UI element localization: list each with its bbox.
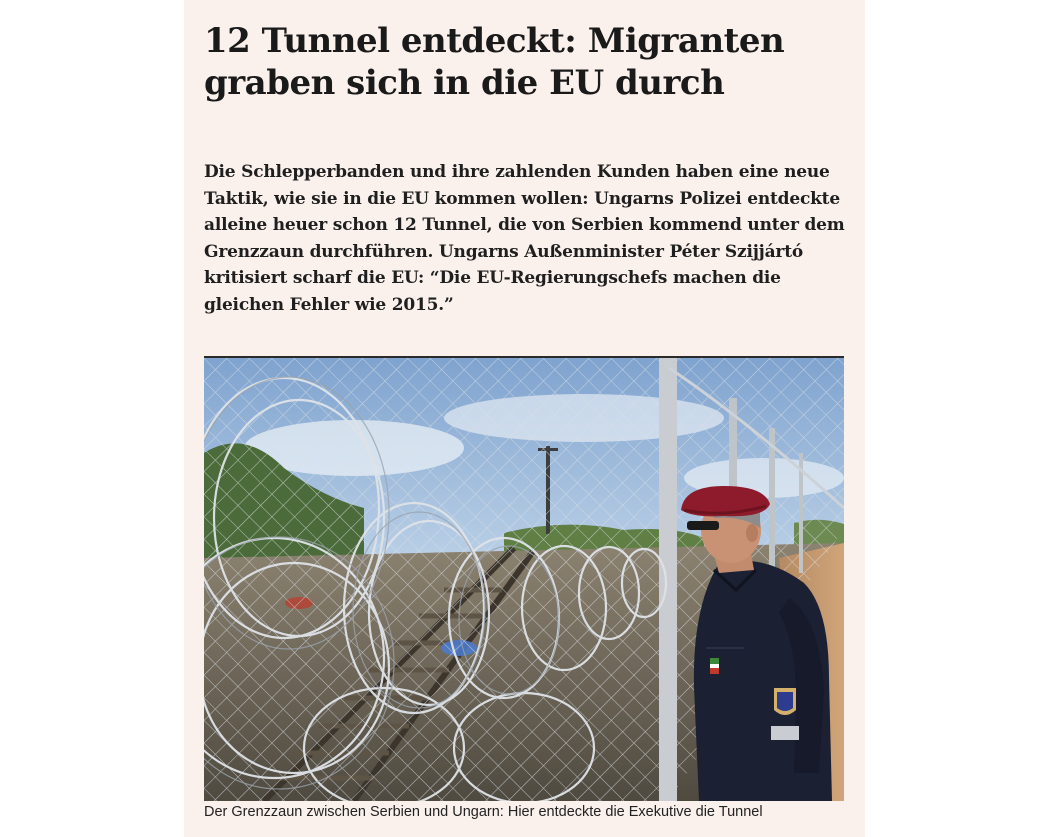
article-lead: Die Schlepperbanden und ihre zahlenden Kunden haben eine neue Taktik, wie sie in die EU kommen wollen: Ungarns Polizei entdeckte alleine heuer schon 12 Tunnel, die von Serbien kommend unter dem Grenzzaun durchführen. Ungarns Außenminister Péter Szijjártó kritisiert scharf die EU: “Die EU-Regierungschefs machen die gleichen Fehler wie 2015.” xyxy=(204,162,845,315)
border-fence-photo xyxy=(204,358,844,801)
article-headline: 12 Tunnel entdeckt: Migranten graben sich in die EU durch xyxy=(204,21,785,103)
article xyxy=(184,0,865,837)
article-photo xyxy=(204,356,844,801)
photo-caption: Der Grenzzaun zwischen Serbien und Ungarn: Hier entdeckte die Exekutive die Tunnel xyxy=(204,804,763,820)
